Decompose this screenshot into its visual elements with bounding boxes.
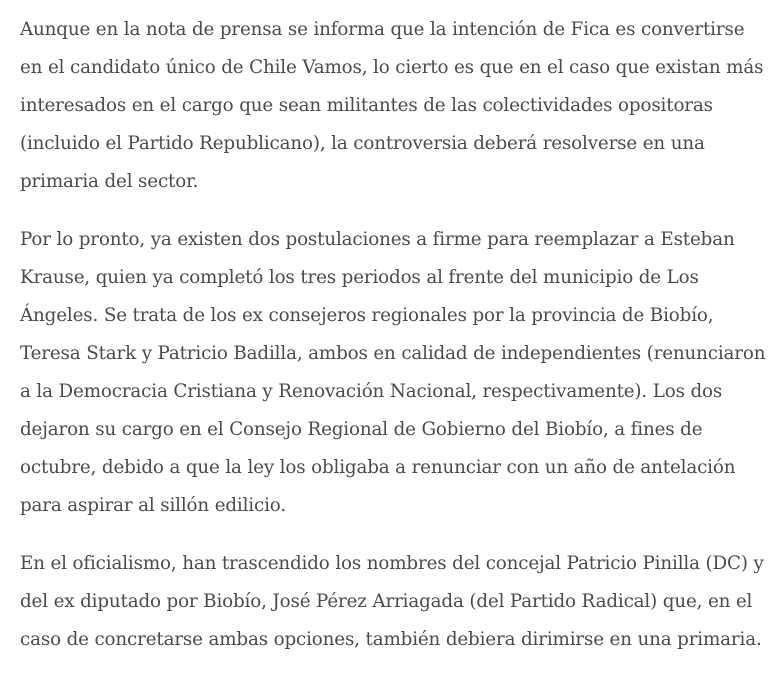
article-paragraph: Por lo pronto, ya existen dos postulaciones a firme para reemplazar a Esteban Krause, quien ya completó los tres periodos al frente del municipio de Los Ángeles. Se trata de los ex consejeros regionales por la provincia de Biobío, Teresa Stark y Patricio Badilla, ambos en calidad de independientes (renunciaron a la Democracia Cristiana y Renovación Nacional, respectivamente). Los dos dejaron su cargo en el Consejo Regional de Gobierno del Biobío, a fines de octubre, debido a que la ley los obligaba a renunciar con un año de antelación para aspirar al sillón edilicio. (20, 229, 766, 516)
article-body (20, 11, 772, 679)
article-paragraph: En el oficialismo, han trascendido los nombres del concejal Patricio Pinilla (DC) y del ex diputado por Biobío, José Pérez Arriagada (del Partido Radical) que, en el caso de concretarse ambas opciones, también debiera dirimirse en una primaria. (20, 553, 764, 650)
article-paragraph: Aunque en la nota de prensa se informa que la intención de Fica es convertirse en el candidato único de Chile Vamos, lo cierto es que en el caso que existan más interesados en el cargo que sean militantes de las colectividades opositoras (incluido el Partido Republicano), la controversia deberá resolverse en una primaria del sector. (20, 19, 764, 192)
